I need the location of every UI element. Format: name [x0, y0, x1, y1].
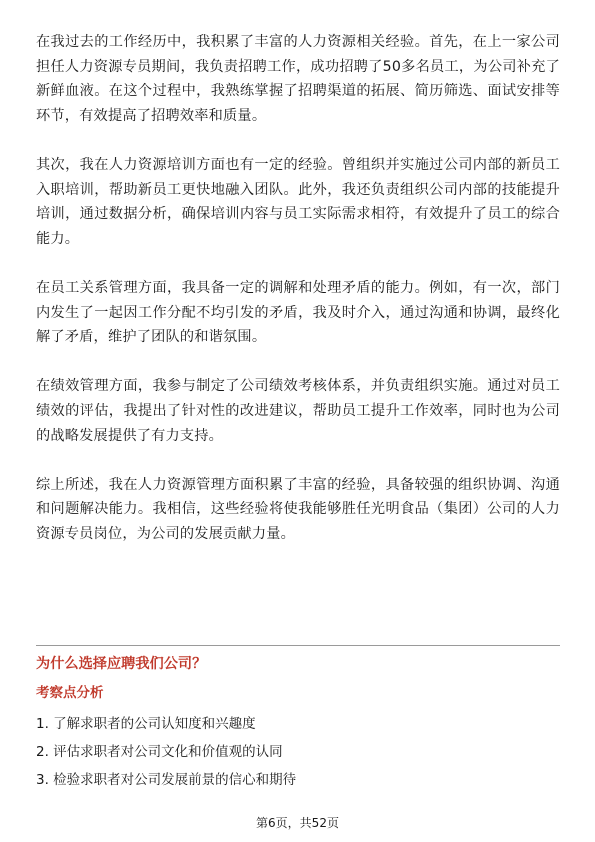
analysis-heading: 考察点分析 [36, 685, 104, 701]
list-item: 3. 检验求职者对公司发展前景的信心和期待 [36, 772, 297, 788]
analysis-list [36, 710, 296, 794]
page-number: 第6页，共52页 [256, 816, 339, 830]
paragraph-employee-relations: 在员工关系管理方面，我具备一定的调解和处理矛盾的能力。例如，有一次，部门内发生了一起因工作分配不均引发的矛盾，我及时介入，通过沟通和协调，最终化解了矛盾，维护了团队的和谐氛围。 [36, 279, 560, 346]
list-item: 2. 评估求职者对公司文化和价值观的认同 [36, 744, 283, 760]
paragraph-recruitment: 在我过去的工作经历中，我积累了丰富的人力资源相关经验。首先，在上一家公司担任人力资源专员期间，我负责招聘工作，成功招聘了50多名员工，为公司补充了新鲜血液。在这个过程中，我熟练掌握了招聘渠道的拓展、简历筛选、面试安排等环节，有效提高了招聘效率和质量。 [36, 34, 560, 124]
answer-body [36, 30, 560, 546]
paragraph-summary: 综上所述，我在人力资源管理方面积累了丰富的经验，具备较强的组织协调、沟通和问题解决能力。我相信，这些经验将使我能够胜任光明食品（集团）公司的人力资源专员岗位，为公司的发展贡献力量。 [36, 476, 560, 542]
question-title: 为什么选择应聘我们公司？ [36, 656, 207, 672]
section-divider [36, 645, 560, 646]
paragraph-performance: 在绩效管理方面，我参与制定了公司绩效考核体系，并负责组织实施。通过对员工绩效的评估，我提出了针对性的改进建议，帮助员工提升工作效率，同时也为公司的战略发展提供了有力支持。 [36, 378, 560, 444]
list-item: 1. 了解求职者的公司认知度和兴趣度 [36, 716, 256, 732]
paragraph-training: 其次，我在人力资源培训方面也有一定的经验。曾组织并实施过公司内部的新员工入职培训，帮助新员工更快地融入团队。此外，我还负责组织公司内部的技能提升培训，通过数据分析，确保培训内容与员工实际需求相符，有效提升了员工的综合能力。 [36, 156, 560, 247]
